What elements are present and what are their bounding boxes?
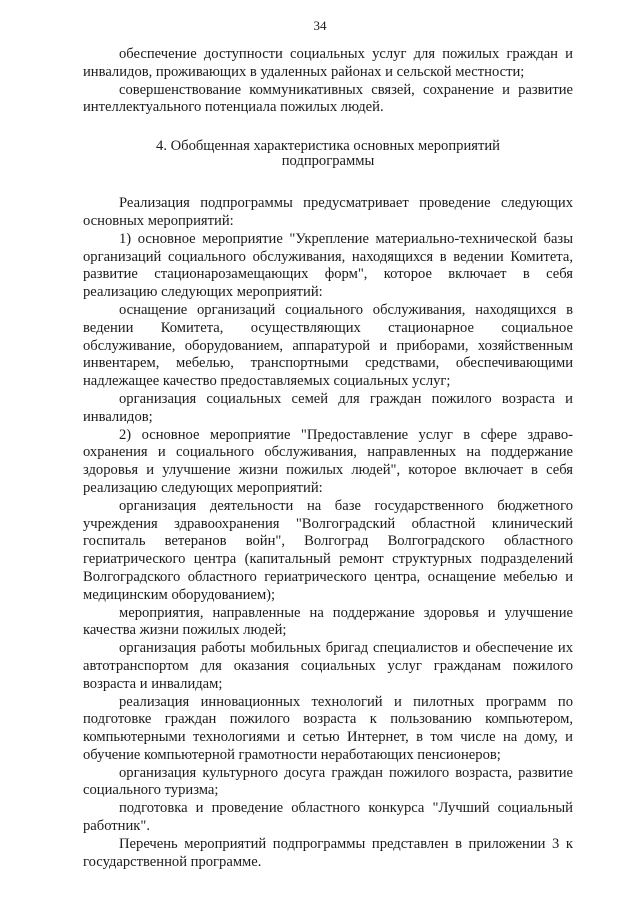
paragraph: мероприятия, направленные на поддержание здоровья и улучшение качества жизни пожилых людей; (83, 604, 573, 639)
paragraph: 1) основное мероприятие "Укрепление материально-технической базы организаций социального обслуживания, находящихся в ведении Комитета, развитие стационарозамещающих форм", которое включает в себя реализацию следующих мероприятий: (83, 230, 573, 301)
paragraph: оснащение организаций социального обслуживания, находящихся в ведении Комитета, осуществляющих стационарное социальное обслуживание, оборудованием, аппаратурой и приборами, хозяйственным инвентарем, мебелью, транспортными средствами, обеспечивающими надлежащее качество предоставляемых социальных услуг; (83, 301, 573, 390)
page-number: 34 (313, 18, 327, 33)
paragraph: реализация инновационных технологий и пилотных программ по подготовке граждан пожилого возраста к пользованию компьютером, компьютерными технологиями и сетью Интернет, в том числе на дому, и обучение компьютерной грамотности неработающих пенсионеров; (83, 693, 573, 763)
paragraph: организация культурного досуга граждан пожилого возраста, развитие социального туризма; (83, 764, 573, 799)
document-body (83, 46, 573, 871)
section-heading-line: подпрограммы (281, 153, 375, 170)
paragraph: 2) основное мероприятие "Предоставление услуг в сфере здраво-охранения и социального обслуживания, направленных на поддержание здоровья и улучшение жизни пожилых людей", которое включает в себя реализацию следующих мероприятий: (83, 426, 573, 496)
paragraph: Перечень мероприятий подпрограммы представлен в приложении 3 к государственной программе. (83, 835, 573, 870)
paragraph: совершенствование коммуникативных связей, сохранение и развитие интеллектуального потенциала пожилых людей. (83, 81, 573, 116)
paragraph: организация деятельности на базе государственного бюджетного учреждения здравоохранения "Волгоградский областной клинический госпиталь ветеранов войн", Волгоград Волгоградского областного гериатрического центра (капитальный ремонт структурных подразделений Волгоградского областного гериатрического центра, оснащение мебелью и медицинским оборудованием); (83, 497, 573, 603)
paragraph: Реализация подпрограммы предусматривает проведение следующих основных мероприятий: (83, 195, 573, 229)
paragraph: организация работы мобильных бригад специалистов и обеспечение их автотранспортом для оказания социальных услуг гражданам пожилого возраста и инвалидам; (83, 640, 573, 692)
section-heading-line: 4. Обобщенная характеристика основных мероприятий (156, 138, 500, 155)
paragraph: организация социальных семей для граждан пожилого возраста и инвалидов; (83, 390, 573, 425)
paragraph: обеспечение доступности социальных услуг для пожилых граждан и инвалидов, проживающих в удаленных районах и сельской местности; (83, 46, 573, 80)
paragraph: подготовка и проведение областного конкурса "Лучший социальный работник". (83, 800, 573, 835)
section-heading (83, 139, 573, 169)
